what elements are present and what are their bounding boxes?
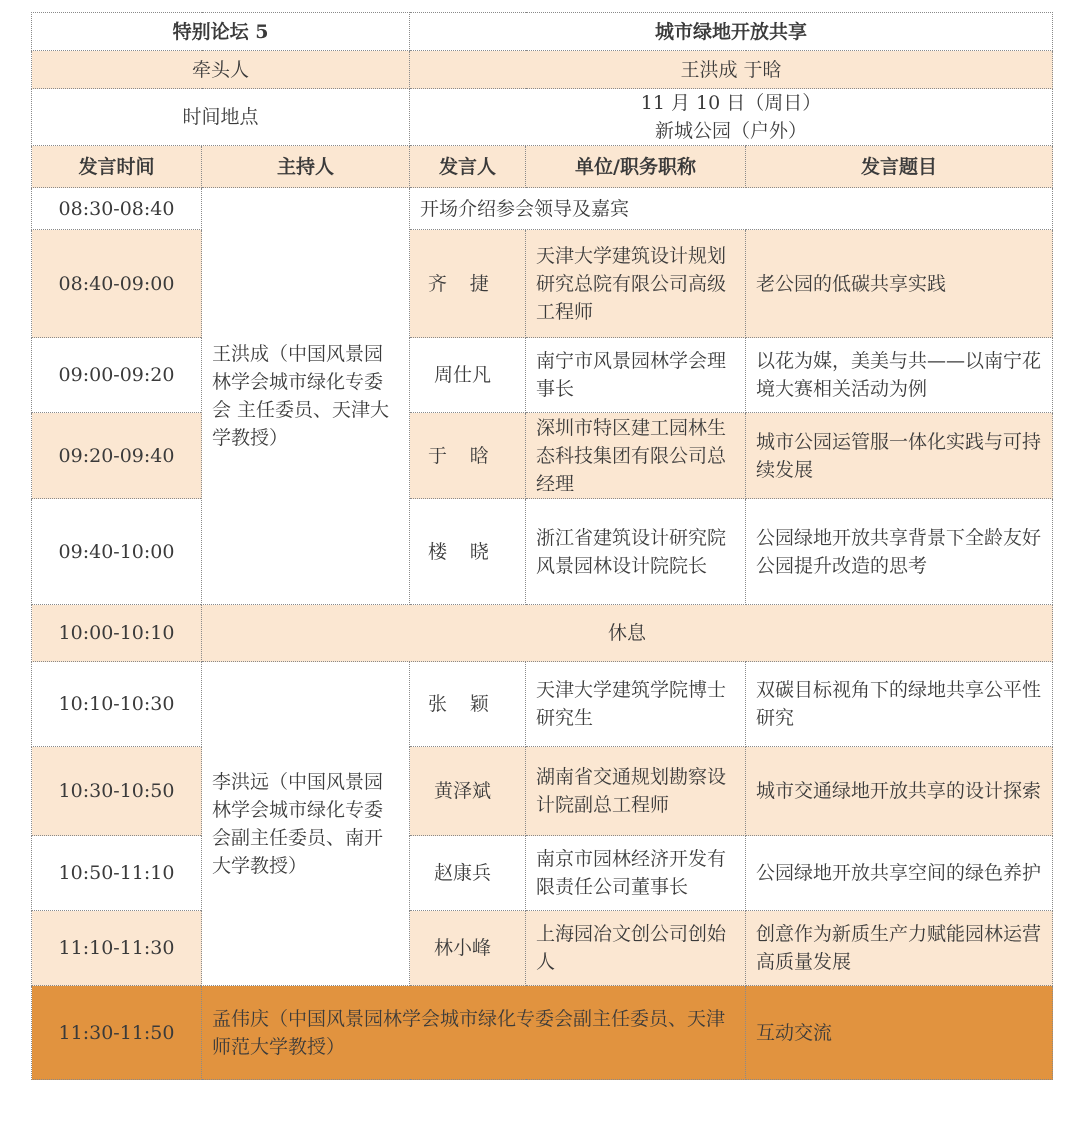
- time-place-label: 时间地点: [32, 89, 410, 146]
- interaction-row: [32, 986, 1053, 1080]
- unit-cell: 浙江省建筑设计研究院风景园林设计院院长: [526, 499, 746, 605]
- lead-value: 王洪成 于晗: [410, 51, 1053, 89]
- speaker-cell: 于晗: [410, 413, 526, 499]
- speaker-cell: 林小峰: [410, 911, 526, 986]
- table-row: [32, 499, 1053, 605]
- host-cell: 李洪远（中国风景园林学会城市绿化专委会副主任委员、南开大学教授）: [202, 662, 410, 986]
- topic-cell: 创意作为新质生产力赋能园林运营高质量发展: [746, 911, 1053, 986]
- speaker-cell: 张颖: [410, 662, 526, 747]
- topic-cell: 公园绿地开放共享背景下全龄友好公园提升改造的思考: [746, 499, 1053, 605]
- table-row: [32, 911, 1053, 986]
- time-cell: 10:30-10:50: [32, 747, 202, 836]
- col-header-time: 发言时间: [32, 146, 202, 188]
- topic-cell: 老公园的低碳共享实践: [746, 230, 1053, 338]
- speaker-cell: 齐捷: [410, 230, 526, 338]
- unit-cell: 深圳市特区建工园林生态科技集团有限公司总经理: [526, 413, 746, 499]
- time-cell: 10:50-11:10: [32, 836, 202, 911]
- forum-title-label: 特别论坛 5: [32, 13, 410, 51]
- lead-row: [32, 51, 1053, 89]
- time-cell: 08:40-09:00: [32, 230, 202, 338]
- unit-cell: 南京市园林经济开发有限责任公司董事长: [526, 836, 746, 911]
- column-header-row: [32, 146, 1053, 188]
- table-row: [32, 662, 1053, 747]
- table-row: [32, 338, 1053, 413]
- time-cell: 10:00-10:10: [32, 605, 202, 662]
- table-row: [32, 230, 1053, 338]
- time-cell: 09:40-10:00: [32, 499, 202, 605]
- unit-cell: 天津大学建筑学院博士研究生: [526, 662, 746, 747]
- table-row: [32, 188, 1053, 230]
- time-cell: 11:30-11:50: [32, 986, 202, 1080]
- table-row: [32, 413, 1053, 499]
- unit-cell: 湖南省交通规划勘察设计院副总工程师: [526, 747, 746, 836]
- event-place: 新城公园（户外）: [654, 120, 807, 142]
- time-place-value: [410, 89, 1053, 146]
- break-row: [32, 605, 1053, 662]
- topic-cell: 城市交通绿地开放共享的设计探索: [746, 747, 1053, 836]
- time-place-row: [32, 89, 1053, 146]
- agenda-table: [31, 12, 1053, 1080]
- forum-title-value: 城市绿地开放共享: [410, 13, 1053, 51]
- lead-label: 牵头人: [32, 51, 410, 89]
- unit-cell: 南宁市风景园林学会理事长: [526, 338, 746, 413]
- forum-title-row: [32, 13, 1053, 51]
- unit-cell: 天津大学建筑设计规划研究总院有限公司高级工程师: [526, 230, 746, 338]
- event-date: 11 月 10 日（周日）: [640, 92, 822, 114]
- speaker-cell: 黄泽斌: [410, 747, 526, 836]
- time-cell: 08:30-08:40: [32, 188, 202, 230]
- speaker-cell: 楼晓: [410, 499, 526, 605]
- speaker-cell: 赵康兵: [410, 836, 526, 911]
- break-label: 休息: [202, 605, 1053, 662]
- speaker-cell: 周仕凡: [410, 338, 526, 413]
- topic-cell: 以花为媒，美美与共——以南宁花境大赛相关活动为例: [746, 338, 1053, 413]
- unit-cell: 上海园冶文创公司创始人: [526, 911, 746, 986]
- col-header-topic: 发言题目: [746, 146, 1053, 188]
- host-cell: 孟伟庆（中国风景园林学会城市绿化专委会副主任委员、天津师范大学教授）: [202, 986, 746, 1080]
- topic-cell: 公园绿地开放共享空间的绿色养护: [746, 836, 1053, 911]
- col-header-host: 主持人: [202, 146, 410, 188]
- host-cell: 王洪成（中国风景园林学会城市绿化专委会 主任委员、天津大学教授）: [202, 188, 410, 605]
- table-row: [32, 747, 1053, 836]
- time-cell: 11:10-11:30: [32, 911, 202, 986]
- opening-note: 开场介绍参会领导及嘉宾: [410, 188, 1053, 230]
- table-row: [32, 836, 1053, 911]
- topic-cell: 互动交流: [746, 986, 1053, 1080]
- time-cell: 09:20-09:40: [32, 413, 202, 499]
- topic-cell: 城市公园运管服一体化实践与可持续发展: [746, 413, 1053, 499]
- topic-cell: 双碳目标视角下的绿地共享公平性研究: [746, 662, 1053, 747]
- time-cell: 10:10-10:30: [32, 662, 202, 747]
- col-header-unit: 单位/职务职称: [526, 146, 746, 188]
- time-cell: 09:00-09:20: [32, 338, 202, 413]
- col-header-speaker: 发言人: [410, 146, 526, 188]
